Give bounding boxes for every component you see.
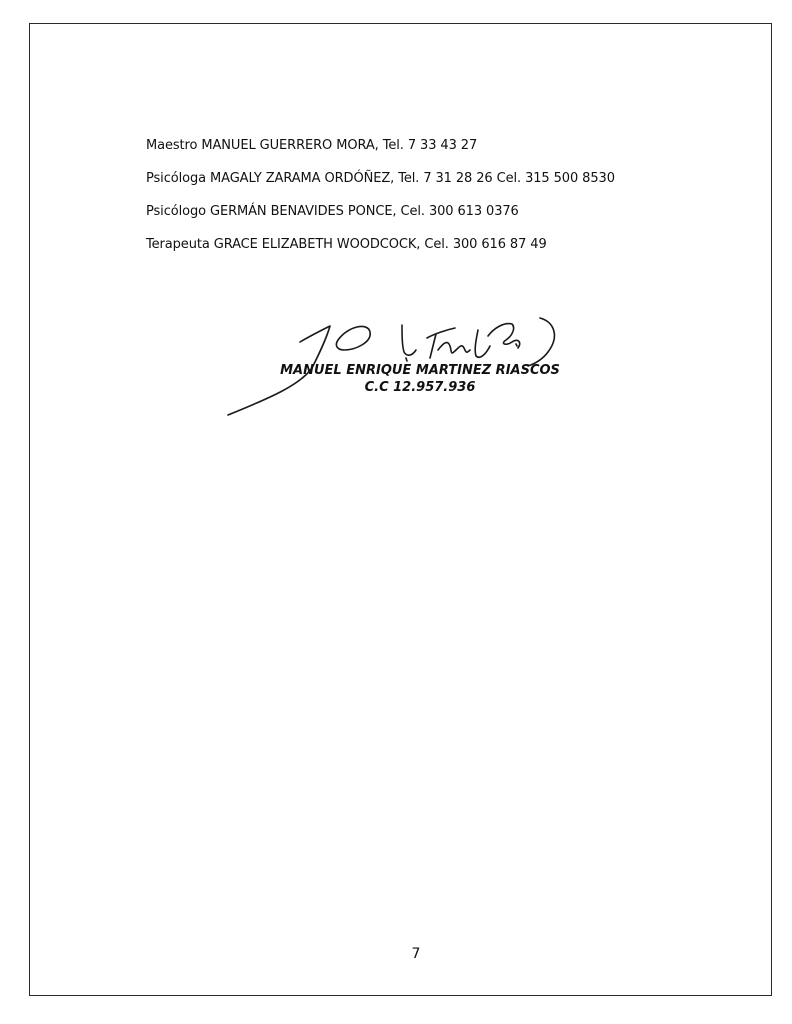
signer-name: MANUEL ENRIQUE MARTINEZ RIASCOS xyxy=(280,363,560,378)
page-number: 7 xyxy=(411,946,421,962)
contact-line: Psicóloga MAGALY ZARAMA ORDÓÑEZ, Tel. 7 31 28 26 Cel. 315 500 8530 xyxy=(146,171,615,186)
signer-id: C.C 12.957.936 xyxy=(364,380,476,395)
contact-line: Psicólogo GERMÁN BENAVIDES PONCE, Cel. 300 613 0376 xyxy=(146,204,519,219)
contact-line: Terapeuta GRACE ELIZABETH WOODCOCK, Cel. 300 616 87 49 xyxy=(146,237,547,252)
contact-line: Maestro MANUEL GUERRERO MORA, Tel. 7 33 43 27 xyxy=(146,138,478,153)
signer-block xyxy=(250,362,590,396)
contact-list xyxy=(146,138,706,270)
